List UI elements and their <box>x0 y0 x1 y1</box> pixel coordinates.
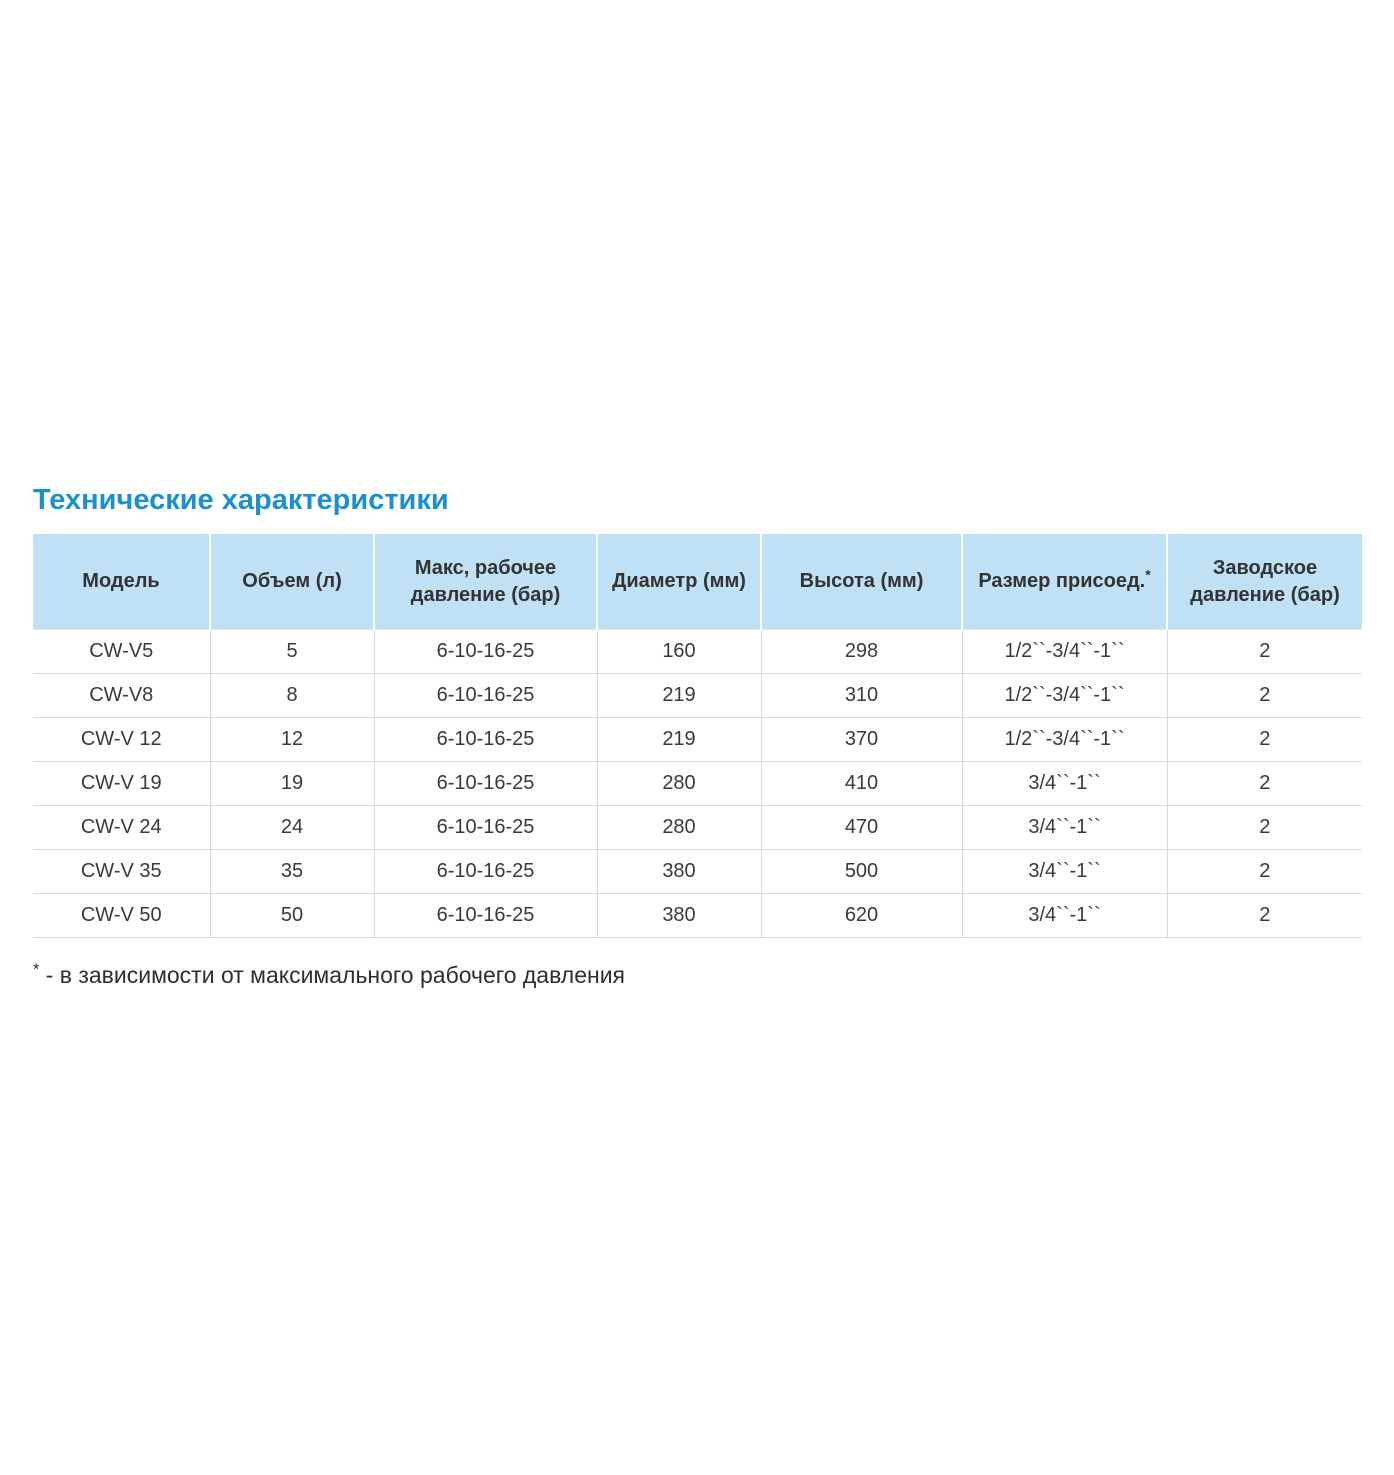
table-cell: 370 <box>761 718 962 762</box>
table-cell: 280 <box>597 762 761 806</box>
table-cell: 3/4``-1`` <box>962 894 1167 938</box>
table-cell: 24 <box>210 806 374 850</box>
table-cell: CW-V 24 <box>33 806 210 850</box>
table-cell: CW-V 12 <box>33 718 210 762</box>
table-cell: CW-V 50 <box>33 894 210 938</box>
column-header-label: Объем (л) <box>242 570 342 592</box>
table-cell: 380 <box>597 850 761 894</box>
table-cell: 1/2``-3/4``-1`` <box>962 674 1167 718</box>
column-header <box>962 534 1167 630</box>
table-cell: 35 <box>210 850 374 894</box>
footnote-text: - в зависимости от максимального рабочего давления <box>39 962 625 988</box>
column-header <box>374 534 597 630</box>
table-cell: 1/2``-3/4``-1`` <box>962 630 1167 674</box>
table-cell: 160 <box>597 630 761 674</box>
spec-section <box>33 484 1362 1012</box>
table-cell: CW-V5 <box>33 630 210 674</box>
table-cell: CW-V 35 <box>33 850 210 894</box>
table-cell: 298 <box>761 630 962 674</box>
table-cell: 2 <box>1167 718 1362 762</box>
table-cell: 12 <box>210 718 374 762</box>
table-cell: 3/4``-1`` <box>962 762 1167 806</box>
table-cell: 6-10-16-25 <box>374 630 597 674</box>
column-header <box>210 534 374 630</box>
table-cell: 3/4``-1`` <box>962 850 1167 894</box>
table-cell: 310 <box>761 674 962 718</box>
table-cell: 2 <box>1167 806 1362 850</box>
table-cell: 380 <box>597 894 761 938</box>
table-cell: 5 <box>210 630 374 674</box>
header-row <box>33 534 1362 630</box>
table-row <box>33 718 1362 762</box>
footnote <box>33 962 1362 989</box>
spec-table-header <box>33 534 1362 630</box>
spec-table-body <box>33 630 1362 938</box>
table-row <box>33 674 1362 718</box>
table-cell: 2 <box>1167 894 1362 938</box>
table-cell: 219 <box>597 718 761 762</box>
table-row <box>33 894 1362 938</box>
column-header-label: Модель <box>82 570 160 592</box>
table-cell: 2 <box>1167 762 1362 806</box>
table-cell: 280 <box>597 806 761 850</box>
column-header <box>597 534 761 630</box>
column-header-label: Размер присоед. <box>978 570 1146 592</box>
column-header-label: Диаметр (мм) <box>612 570 746 592</box>
column-header-label: Высота (мм) <box>799 570 924 592</box>
table-cell: 620 <box>761 894 962 938</box>
table-cell: 1/2``-3/4``-1`` <box>962 718 1167 762</box>
column-header-asterisk: * <box>1145 566 1151 583</box>
table-row <box>33 630 1362 674</box>
table-row <box>33 806 1362 850</box>
table-cell: 219 <box>597 674 761 718</box>
table-cell: 6-10-16-25 <box>374 674 597 718</box>
table-cell: 470 <box>761 806 962 850</box>
column-header <box>33 534 210 630</box>
table-row <box>33 762 1362 806</box>
table-cell: 2 <box>1167 674 1362 718</box>
column-header <box>761 534 962 630</box>
table-cell: CW-V 19 <box>33 762 210 806</box>
table-cell: CW-V8 <box>33 674 210 718</box>
table-cell: 3/4``-1`` <box>962 806 1167 850</box>
table-cell: 6-10-16-25 <box>374 850 597 894</box>
table-cell: 500 <box>761 850 962 894</box>
page-title: Технические характеристики <box>33 484 449 516</box>
table-cell: 410 <box>761 762 962 806</box>
table-cell: 6-10-16-25 <box>374 806 597 850</box>
column-header-label: Заводское давление (бар) <box>1190 556 1340 606</box>
table-cell: 2 <box>1167 630 1362 674</box>
column-header-label: Макс, рабочее давление (бар) <box>410 556 561 606</box>
table-cell: 19 <box>210 762 374 806</box>
table-cell: 6-10-16-25 <box>374 718 597 762</box>
table-row <box>33 850 1362 894</box>
spec-table <box>33 534 1362 938</box>
footnote-asterisk: * <box>33 960 40 979</box>
table-cell: 6-10-16-25 <box>374 894 597 938</box>
table-cell: 6-10-16-25 <box>374 762 597 806</box>
table-cell: 8 <box>210 674 374 718</box>
table-cell: 50 <box>210 894 374 938</box>
column-header <box>1167 534 1362 630</box>
table-cell: 2 <box>1167 850 1362 894</box>
